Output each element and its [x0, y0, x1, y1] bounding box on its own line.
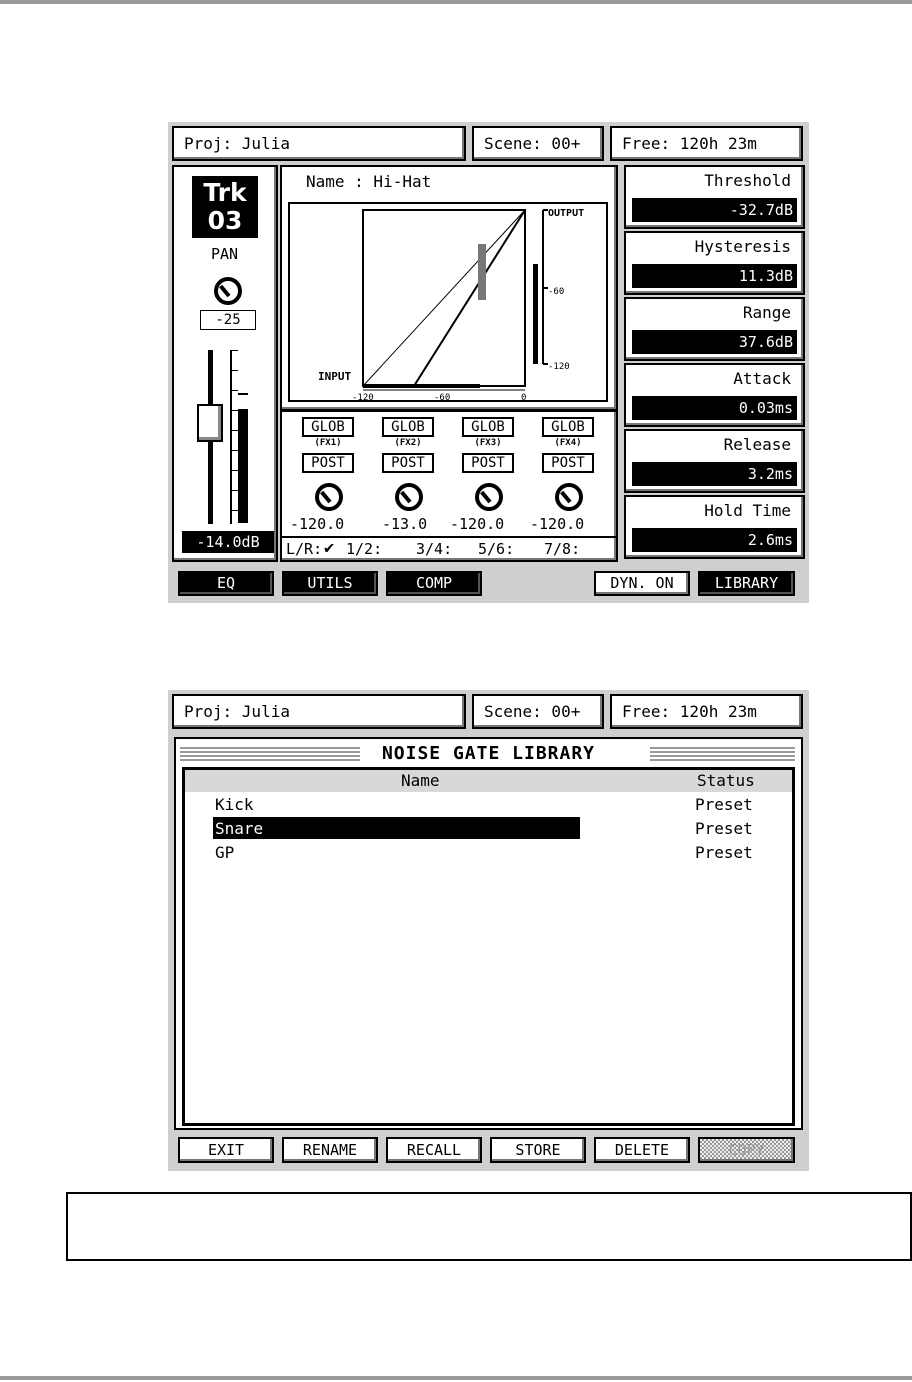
send2-glob-button[interactable]: GLOB	[382, 417, 434, 437]
column-status-header: Status	[697, 771, 755, 790]
routing-34[interactable]: 3/4:	[416, 540, 453, 558]
rename-button[interactable]: RENAME	[282, 1137, 378, 1163]
noise-gate-edit-screen	[168, 122, 809, 603]
send1-glob-button[interactable]: GLOB	[302, 417, 354, 437]
copy-button: COPY	[698, 1137, 795, 1163]
preset-name: Name : Hi-Hat	[306, 172, 432, 191]
release-label: Release	[723, 435, 791, 454]
output-meter	[533, 264, 538, 364]
gate-curve	[414, 210, 525, 386]
hold-time-value: 2.6ms	[632, 528, 797, 552]
hysteresis-param[interactable]	[624, 231, 805, 295]
track-number	[192, 176, 258, 238]
library-title: NOISE GATE LIBRARY	[381, 743, 596, 764]
scene-label: Scene: 00+	[484, 702, 581, 721]
threshold-marker	[478, 244, 486, 300]
release-value: 3.2ms	[632, 462, 797, 486]
attack-param[interactable]	[624, 363, 805, 427]
attack-label: Attack	[733, 369, 791, 388]
pan-knob[interactable]	[214, 277, 242, 305]
send4-knob[interactable]	[555, 483, 583, 511]
pan-label: PAN	[211, 245, 239, 263]
input-tick-max: 0	[521, 393, 527, 400]
transfer-curve-frame	[288, 202, 608, 402]
column-name-header: Name	[401, 771, 440, 790]
hysteresis-label: Hysteresis	[694, 237, 791, 256]
unity-line	[363, 210, 525, 386]
gate-graph-panel	[280, 165, 618, 411]
release-param[interactable]	[624, 429, 805, 493]
library-panel	[174, 737, 803, 1130]
project-label: Proj: Julia	[184, 702, 290, 721]
routing-lr[interactable]: L/R:	[286, 540, 323, 558]
range-value: 37.6dB	[632, 330, 797, 354]
delete-button[interactable]: DELETE	[594, 1137, 690, 1163]
send3-value: -120.0	[450, 515, 505, 533]
send4-post-button[interactable]: POST	[542, 453, 594, 473]
project-field	[172, 126, 466, 161]
hold-time-param[interactable]	[624, 495, 805, 559]
send2-post-button[interactable]: POST	[382, 453, 434, 473]
hysteresis-value: 11.3dB	[632, 264, 797, 288]
list-item-status: Preset	[695, 819, 753, 838]
list-item-name: Kick	[215, 795, 254, 814]
scene-field	[472, 126, 604, 161]
channel-strip	[172, 165, 278, 562]
fader-cap[interactable]	[197, 404, 223, 442]
library-list[interactable]	[182, 767, 795, 1126]
list-item[interactable]	[185, 793, 792, 817]
hold-time-label: Hold Time	[704, 501, 791, 520]
track-index: 03	[207, 206, 243, 235]
list-item-name: Snare	[213, 817, 580, 839]
send1-fx-label: (FX1)	[314, 438, 342, 448]
send4-value: -120.0	[530, 515, 585, 533]
routing-56[interactable]: 5/6:	[478, 540, 515, 558]
attack-value: 0.03ms	[632, 396, 797, 420]
free-space-label: Free: 120h 23m	[622, 134, 757, 153]
scene-label: Scene: 00+	[484, 134, 581, 153]
dyn-on-button[interactable]: DYN. ON	[594, 571, 690, 596]
routing-lr-check-icon: ✔	[324, 538, 335, 558]
list-item-status: Preset	[695, 795, 753, 814]
input-tick-mid: -60	[434, 393, 451, 400]
threshold-value: -32.7dB	[632, 198, 797, 222]
eq-button[interactable]: EQ	[178, 571, 274, 596]
scene-field	[472, 694, 604, 729]
send2-knob[interactable]	[395, 483, 423, 511]
send4-glob-button[interactable]: GLOB	[542, 417, 594, 437]
send1-value: -120.0	[290, 515, 345, 533]
send3-fx-label: (FX3)	[474, 438, 502, 448]
noise-gate-library-screen	[168, 690, 809, 1171]
recall-button[interactable]: RECALL	[386, 1137, 482, 1163]
list-item-name: GP	[215, 843, 235, 862]
peak-hold	[238, 393, 248, 395]
free-space-field	[610, 694, 803, 729]
pan-value: -25	[200, 310, 256, 330]
send4-fx-label: (FX4)	[554, 438, 582, 448]
send3-post-button[interactable]: POST	[462, 453, 514, 473]
routing-78[interactable]: 7/8:	[544, 540, 581, 558]
send2-fx-label: (FX2)	[394, 438, 422, 448]
output-label: OUTPUT	[548, 208, 585, 219]
track-label: Trk	[203, 178, 247, 207]
input-meter	[363, 384, 480, 388]
output-tick-mid: -60	[548, 287, 565, 297]
send1-post-button[interactable]: POST	[302, 453, 354, 473]
input-label: INPUT	[318, 370, 352, 383]
list-column-header	[185, 770, 792, 792]
project-label: Proj: Julia	[184, 134, 290, 153]
store-button[interactable]: STORE	[490, 1137, 586, 1163]
range-label: Range	[742, 303, 791, 322]
comp-button[interactable]: COMP	[386, 571, 482, 596]
list-item[interactable]	[185, 841, 792, 865]
list-item-status: Preset	[695, 843, 753, 862]
transfer-curve-graph	[290, 204, 606, 400]
send2-value: -13.0	[382, 515, 428, 533]
threshold-label: Threshold	[704, 171, 791, 190]
page-top-rule	[0, 0, 912, 4]
exit-button[interactable]: EXIT	[178, 1137, 274, 1163]
page-bottom-rule	[0, 1376, 912, 1380]
range-param[interactable]	[624, 297, 805, 361]
note-box	[66, 1192, 912, 1261]
utils-button[interactable]: UTILS	[282, 571, 378, 596]
routing-12[interactable]: 1/2:	[346, 540, 383, 558]
output-tick-min: -120	[548, 362, 570, 372]
free-space-label: Free: 120h 23m	[622, 702, 757, 721]
send1-knob[interactable]	[315, 483, 343, 511]
input-tick-min: -120	[352, 393, 374, 400]
library-button[interactable]: LIBRARY	[698, 571, 795, 596]
send3-knob[interactable]	[475, 483, 503, 511]
level-meter	[238, 409, 248, 523]
send3-glob-button[interactable]: GLOB	[462, 417, 514, 437]
threshold-param[interactable]	[624, 165, 805, 229]
fader-scale-ticks	[230, 350, 238, 524]
free-space-field	[610, 126, 803, 161]
sends-panel	[280, 410, 618, 562]
fader-value: -14.0dB	[182, 531, 274, 553]
project-field	[172, 694, 466, 729]
list-item-selected[interactable]	[185, 817, 792, 841]
